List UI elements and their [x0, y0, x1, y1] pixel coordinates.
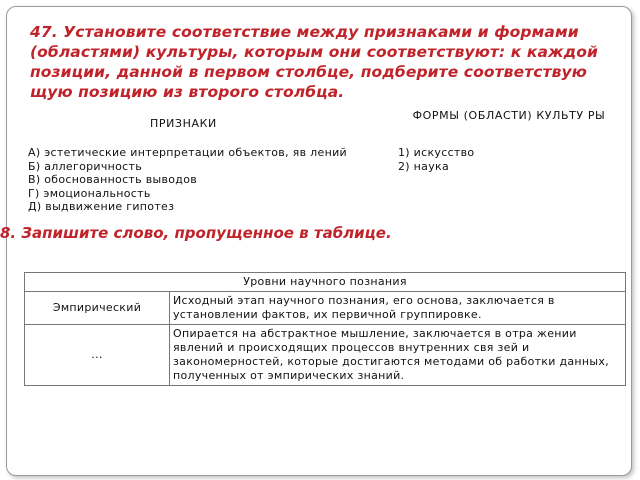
feature-item-g: Г) эмоциональность — [28, 186, 151, 200]
table-row — [25, 325, 626, 386]
table-row — [25, 292, 626, 325]
features-list — [28, 146, 366, 214]
level-cell-missing: ... — [25, 325, 170, 386]
forms-column-header: ФОРМЫ (ОБЛАСТИ) КУЛЬТУ РЫ — [412, 109, 606, 122]
knowledge-levels-table — [24, 272, 626, 386]
forms-list — [398, 146, 618, 173]
table-header-row — [25, 273, 626, 292]
description-cell: Опирается на абстрактное мышление, заключается в отра жении явлений и происходящих процессов внутренних свя зей и закономерностей, которые достигаются методами об работки данных, полученных от эмпирических знаний. — [170, 325, 626, 386]
form-item-1: 1) искусство — [398, 146, 475, 159]
question-48-text: 8. Запишите слово, пропущенное в таблице. — [0, 224, 392, 242]
feature-item-d: Д) выдвижение гипотез — [28, 200, 175, 213]
feature-item-a: А) эстетические интерпретации объектов, яв лений — [28, 146, 347, 159]
form-item-2: 2) наука — [398, 159, 450, 173]
features-column-header: ПРИЗНАКИ — [150, 117, 217, 130]
description-cell: Исходный этап научного познания, его основа, заключается в установлении фактов, их первичной группировке. — [170, 292, 626, 325]
feature-item-v: В) обоснованность выводов — [28, 173, 198, 186]
level-cell: Эмпирический — [25, 292, 170, 325]
feature-item-b: Б) аллегоричность — [28, 159, 143, 173]
table-title: Уровни научного познания — [25, 273, 626, 292]
question-47-text: 47. Установите соответствие между признаками и формами (областями) культуры, которым они соответствуют: к каждой позиции, данной в первом столбце, подберите соответствую щую позицию из второго столбца. — [30, 23, 598, 101]
